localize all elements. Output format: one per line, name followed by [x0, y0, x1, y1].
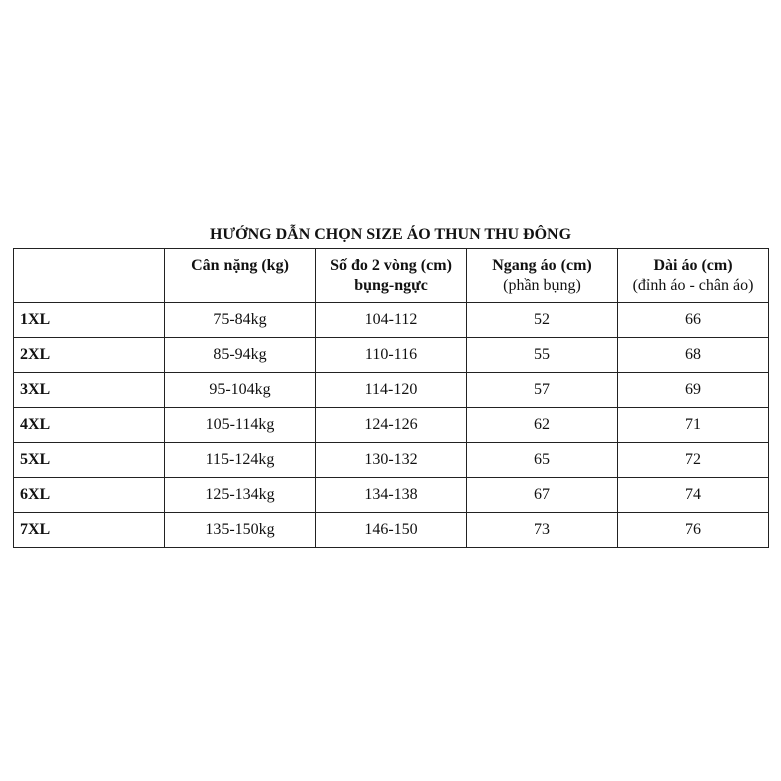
size-cell: 3XL	[14, 373, 165, 408]
weight-cell: 125-134kg	[165, 478, 316, 513]
measure-cell: 134-138	[316, 478, 467, 513]
weight-cell: 85-94kg	[165, 338, 316, 373]
size-cell: 1XL	[14, 303, 165, 338]
size-cell: 2XL	[14, 338, 165, 373]
length-cell: 72	[618, 443, 769, 478]
size-cell: 5XL	[14, 443, 165, 478]
header-weight-sub	[238, 277, 242, 294]
header-measure-sub: bụng-ngực	[354, 276, 428, 294]
weight-cell: 105-114kg	[165, 408, 316, 443]
size-cell: 6XL	[14, 478, 165, 513]
size-chart-table	[13, 248, 769, 548]
width-cell: 52	[467, 303, 618, 338]
width-cell: 65	[467, 443, 618, 478]
table-row	[14, 408, 769, 443]
measure-cell: 146-150	[316, 513, 467, 548]
weight-cell: 135-150kg	[165, 513, 316, 548]
header-measure-label: Số đo 2 vòng (cm)	[330, 256, 452, 274]
size-cell: 7XL	[14, 513, 165, 548]
header-length	[618, 249, 769, 303]
length-cell: 74	[618, 478, 769, 513]
header-length-sub: (đỉnh áo - chân áo)	[632, 276, 754, 294]
table-row	[14, 373, 769, 408]
header-weight-label: Cân nặng (kg)	[191, 256, 289, 274]
measure-cell: 114-120	[316, 373, 467, 408]
header-size	[14, 249, 165, 303]
width-cell: 55	[467, 338, 618, 373]
width-cell: 73	[467, 513, 618, 548]
header-width-sub: (phần bụng)	[503, 276, 581, 294]
measure-cell: 124-126	[316, 408, 467, 443]
measure-cell: 110-116	[316, 338, 467, 373]
length-cell: 71	[618, 408, 769, 443]
header-row	[14, 249, 769, 303]
width-cell: 62	[467, 408, 618, 443]
table-row	[14, 513, 769, 548]
weight-cell: 75-84kg	[165, 303, 316, 338]
header-measure	[316, 249, 467, 303]
header-width-label: Ngang áo (cm)	[492, 256, 592, 274]
length-cell: 68	[618, 338, 769, 373]
measure-cell: 104-112	[316, 303, 467, 338]
header-length-label: Dài áo (cm)	[653, 256, 733, 274]
table-row	[14, 303, 769, 338]
length-cell: 76	[618, 513, 769, 548]
table-row	[14, 338, 769, 373]
header-weight	[165, 249, 316, 303]
table-row	[14, 478, 769, 513]
measure-cell: 130-132	[316, 443, 467, 478]
width-cell: 57	[467, 373, 618, 408]
header-width	[467, 249, 618, 303]
length-cell: 66	[618, 303, 769, 338]
size-cell: 4XL	[14, 408, 165, 443]
width-cell: 67	[467, 478, 618, 513]
page-title: HƯỚNG DẪN CHỌN SIZE ÁO THUN THU ĐÔNG	[209, 226, 572, 243]
length-cell: 69	[618, 373, 769, 408]
weight-cell: 95-104kg	[165, 373, 316, 408]
weight-cell: 115-124kg	[165, 443, 316, 478]
table-row	[14, 443, 769, 478]
